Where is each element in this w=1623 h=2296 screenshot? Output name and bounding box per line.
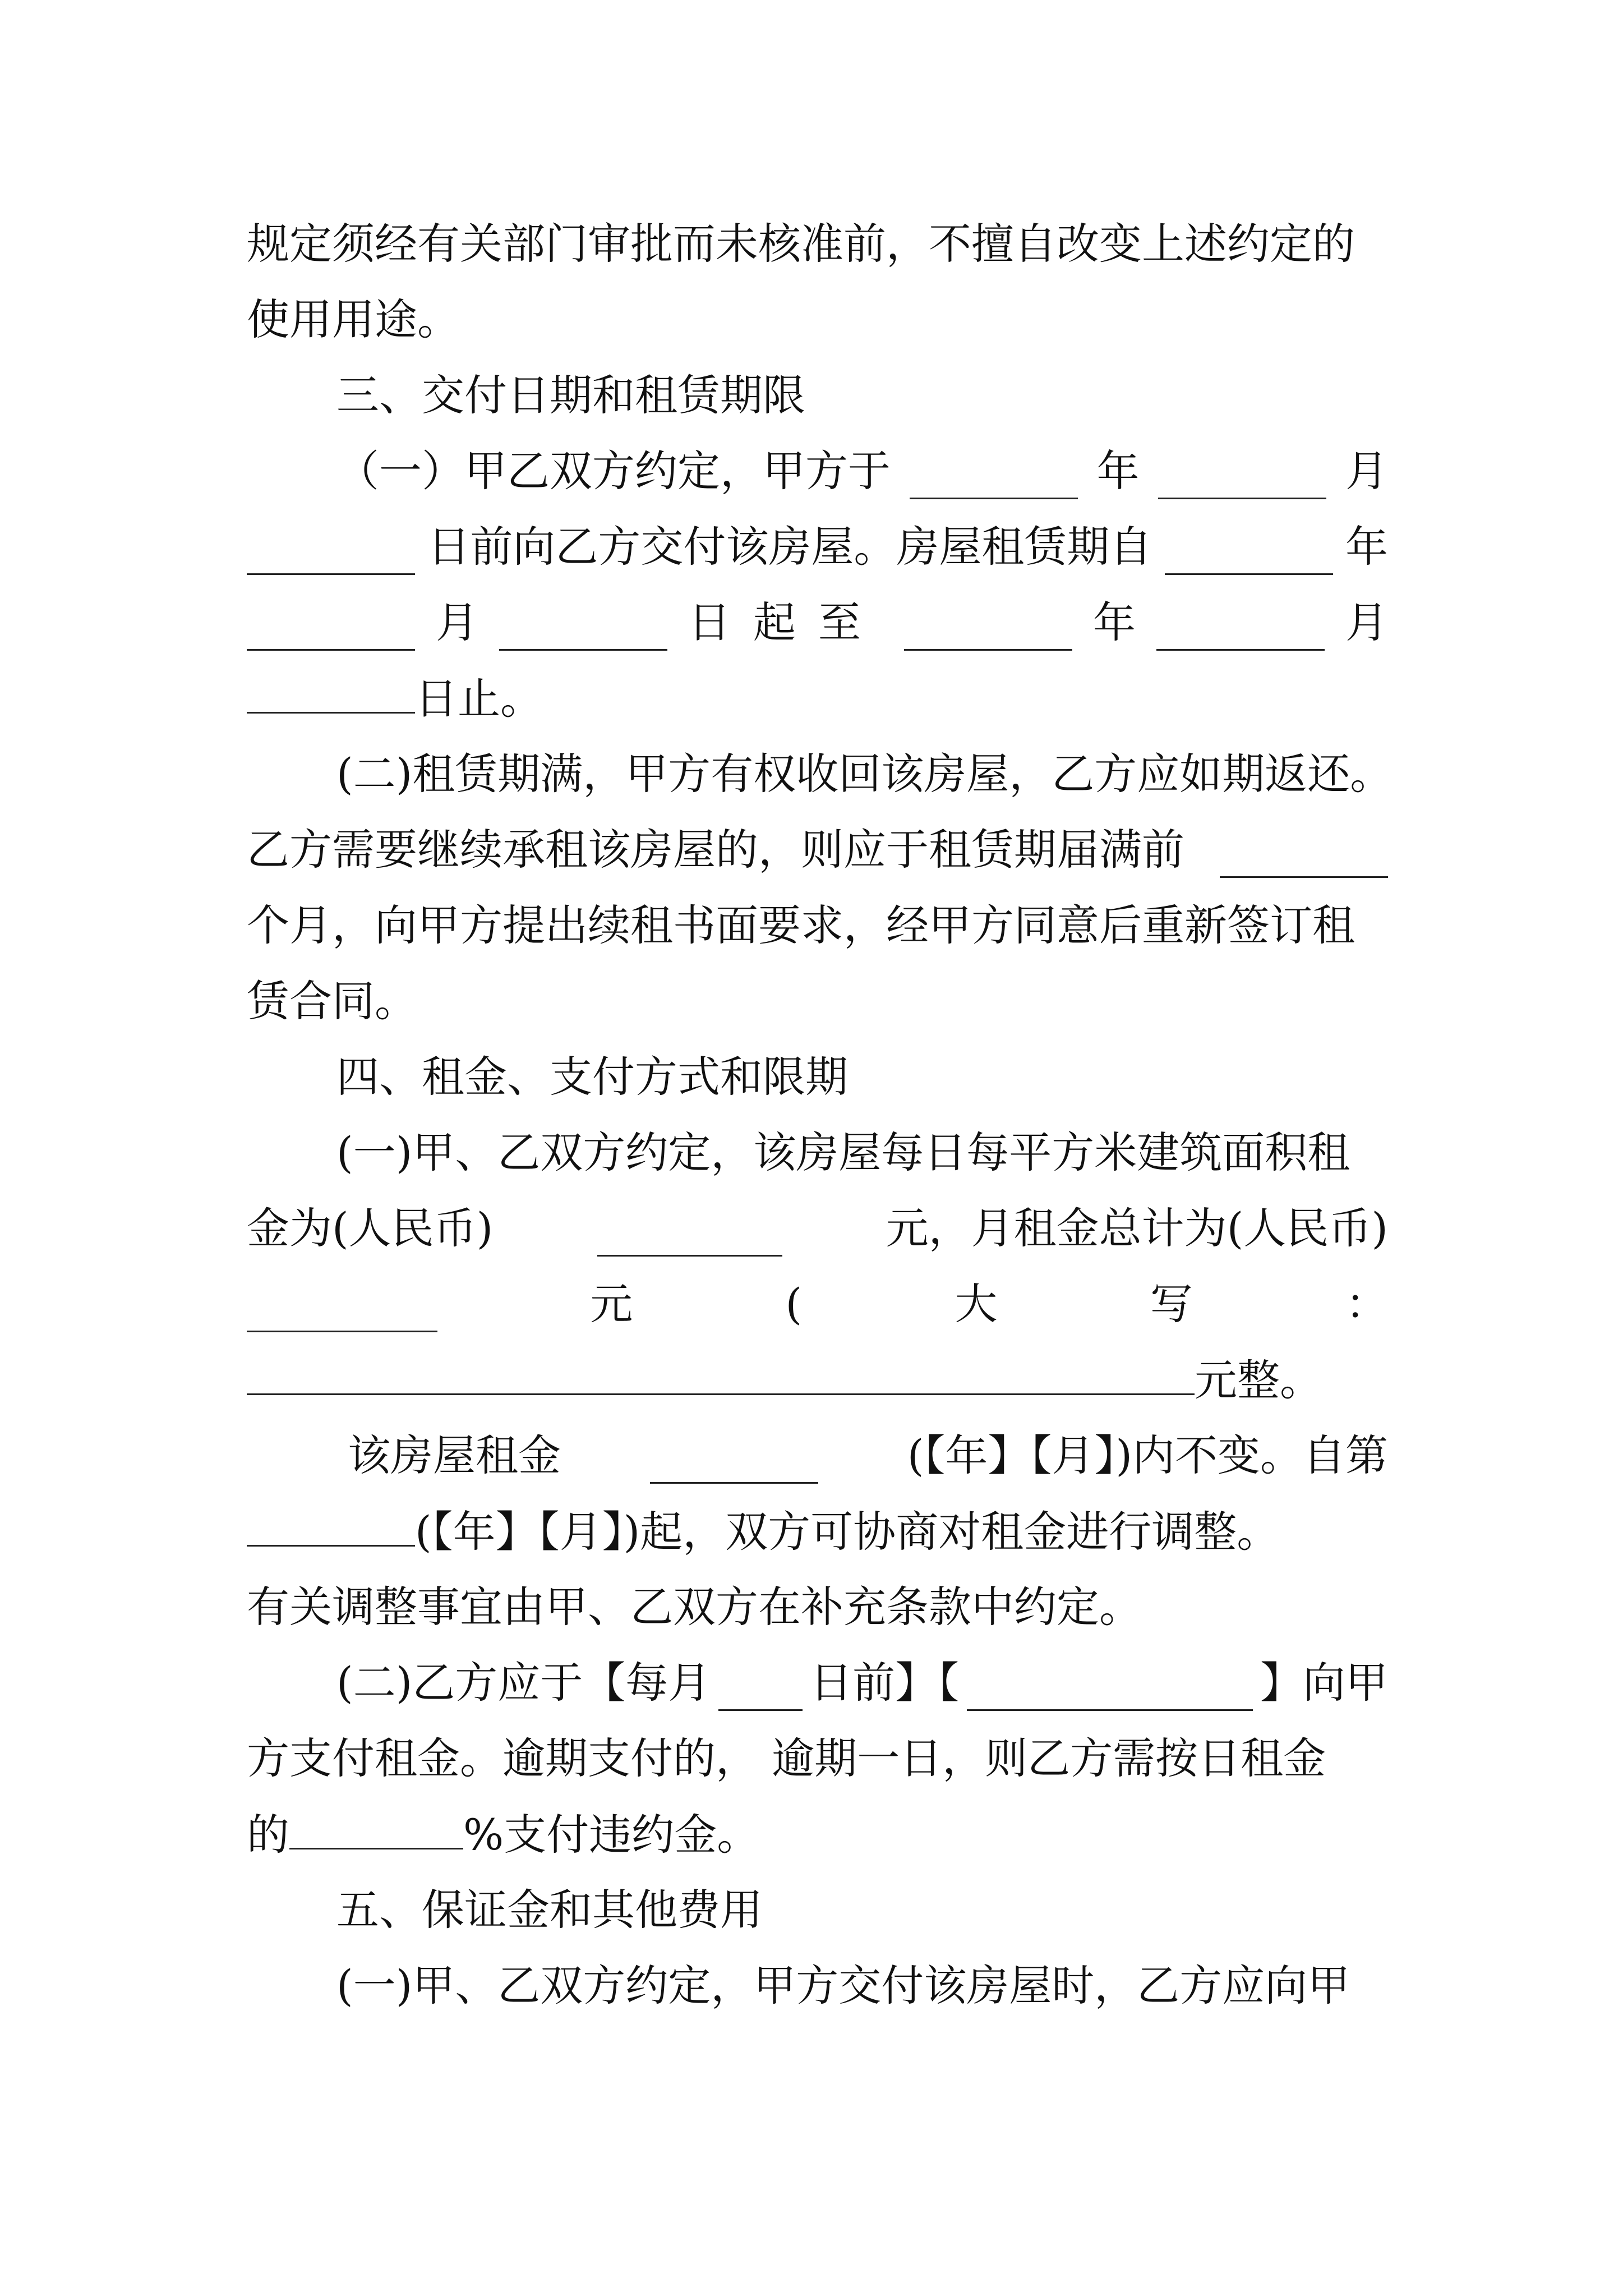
unit-text: 月 (1345, 597, 1388, 647)
clause-text: 日前向乙方交付该房屋。房屋租赁期自 (427, 522, 1152, 572)
paragraph-line (247, 519, 1388, 575)
clause-text: (二)乙方应于【每月 (336, 1658, 711, 1708)
clause-text: 的 (247, 1810, 289, 1860)
paragraph-line (247, 595, 1388, 651)
blank-field[interactable] (247, 670, 415, 714)
blank-field[interactable] (904, 608, 1072, 651)
clause-text: 乙方需要继续承租该房屋的，则应于租赁期届满前 (247, 825, 1184, 875)
unit-text: ： (1345, 1279, 1388, 1329)
paragraph-line (348, 1428, 1388, 1484)
paragraph-line: 赁合同。 (247, 976, 417, 1026)
paragraph-line: (一)甲、乙双方约定，甲方交付该房屋时，乙方应向甲 (336, 1961, 1350, 2010)
clause-text: （一）甲乙双方约定，甲方于 (336, 446, 891, 496)
paragraph-line (336, 1655, 1388, 1711)
paragraph-line (247, 1276, 1388, 1332)
paragraph-line: (一)甲、乙双方约定，该房屋每日每平方米建筑面积租 (336, 1128, 1350, 1177)
clause-text: 日起至 (688, 597, 883, 647)
unit-text: 年 (1093, 597, 1136, 647)
section-heading-4: 四、租金、支付方式和限期 (336, 1052, 848, 1102)
paragraph-line (247, 1352, 1388, 1408)
blank-field[interactable] (247, 1352, 1195, 1395)
blank-field[interactable] (247, 1289, 437, 1332)
blank-field[interactable] (1156, 608, 1325, 651)
blank-field[interactable] (650, 1441, 818, 1484)
blank-field[interactable] (1165, 532, 1333, 575)
paragraph-line (247, 1806, 1388, 1862)
paragraph-line: (二)租赁期满，甲方有权收回该房屋，乙方应如期返还。 (336, 749, 1393, 799)
blank-field[interactable] (1220, 835, 1388, 878)
paragraph-line: 个月，向甲方提出续租书面要求，经甲方同意后重新签订租 (247, 900, 1355, 950)
clause-text: 该房屋租金 (348, 1430, 561, 1480)
unit-text: 年 (1345, 522, 1388, 572)
unit-text: 大 (955, 1279, 998, 1329)
clause-text: (【年】【月】)起，双方可协商对租金进行调整。 (415, 1507, 1280, 1557)
unit-text: 月 (436, 597, 478, 647)
paragraph-line (336, 443, 1388, 499)
blank-field[interactable] (597, 1213, 782, 1257)
section-heading-5: 五、保证金和其他费用 (336, 1885, 763, 1935)
blank-field[interactable] (910, 456, 1078, 499)
paragraph-line: 方支付租金。逾期支付的， 逾期一日，则乙方需按日租金 (247, 1733, 1326, 1783)
clause-text: 日前】【 (810, 1658, 960, 1708)
unit-text: 写 (1150, 1279, 1193, 1329)
clause-text: 元，月租金总计为(人民币) (886, 1203, 1388, 1253)
unit-text: 年 (1096, 446, 1140, 496)
blank-field[interactable] (1158, 456, 1326, 499)
section-heading-3: 三、交付日期和租赁期限 (336, 370, 805, 420)
clause-text: 日止。 (415, 674, 543, 724)
unit-text: 月 (1345, 446, 1388, 496)
paragraph-line (247, 1503, 1388, 1559)
blank-field[interactable] (967, 1668, 1253, 1711)
blank-field[interactable] (289, 1806, 463, 1849)
blank-field[interactable] (247, 608, 415, 651)
blank-field[interactable] (499, 608, 667, 651)
blank-field[interactable] (247, 532, 415, 575)
paragraph-line (247, 1200, 1388, 1257)
paragraph-line (247, 822, 1388, 878)
paragraph-line: 规定须经有关部门审批而未核准前，不擅自改变上述约定的 (247, 219, 1355, 269)
clause-text: (【年】【月】)内不变。自第 (907, 1430, 1388, 1480)
unit-text: 元整。 (1195, 1355, 1322, 1405)
clause-text: 】向甲 (1260, 1658, 1388, 1708)
unit-text: 元 (590, 1279, 633, 1329)
paragraph-line: 使用用途。 (247, 295, 460, 344)
blank-field[interactable] (247, 1503, 415, 1547)
blank-field[interactable] (718, 1668, 803, 1711)
clause-text: 金为(人民币) (247, 1203, 494, 1253)
paragraph-line (247, 670, 1388, 726)
paragraph-line: 有关调整事宜由甲、乙双方在补充条款中约定。 (247, 1582, 1142, 1632)
unit-text: ( (785, 1279, 803, 1329)
clause-text: %支付违约金。 (463, 1810, 760, 1860)
